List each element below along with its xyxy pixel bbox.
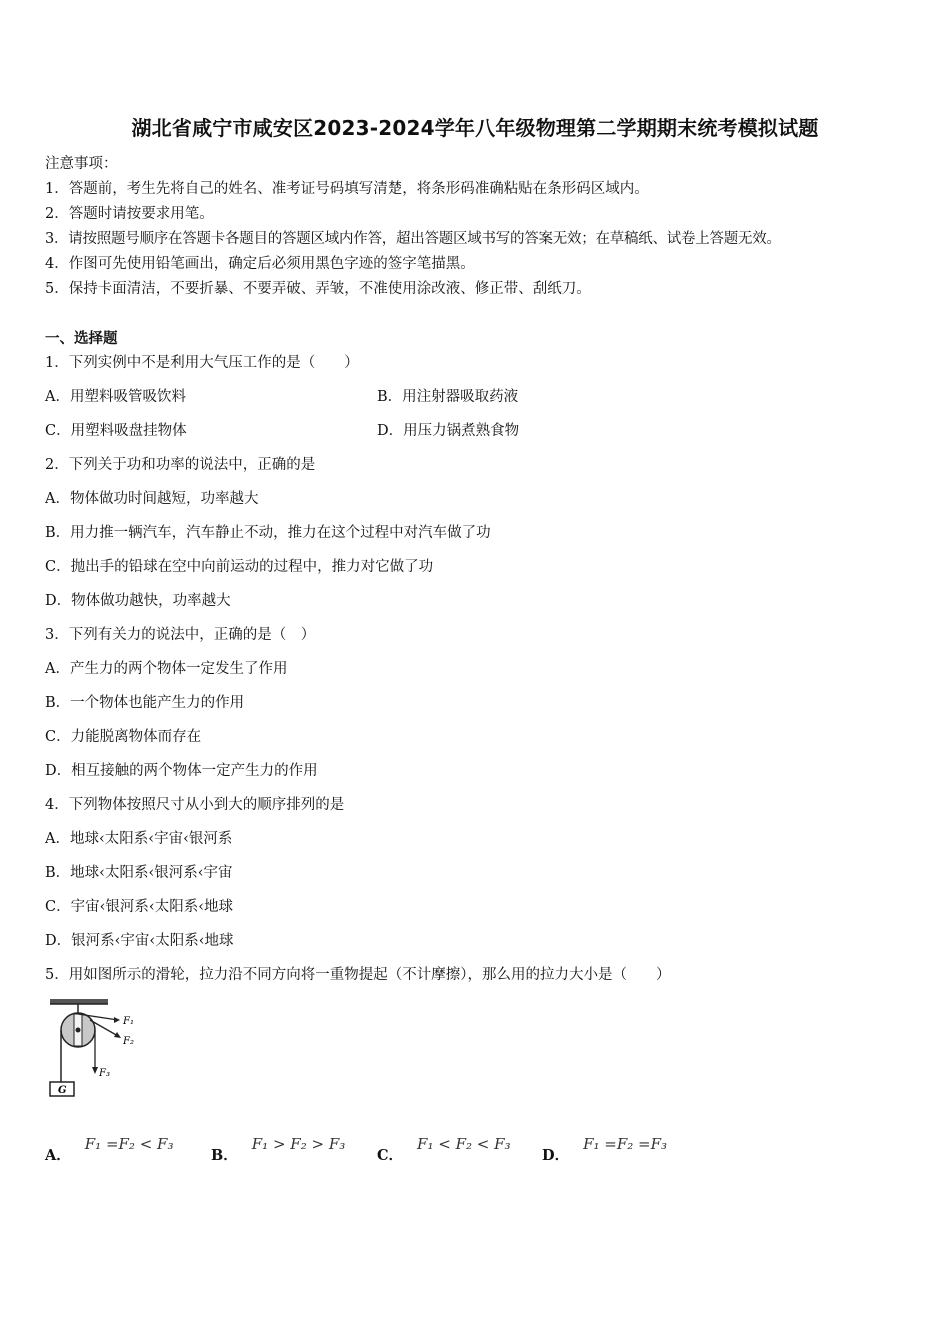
q3-option-a: A．产生力的两个物体一定发生了作用	[45, 661, 288, 677]
q5-option-b	[211, 1132, 345, 1165]
q5-option-b-expr: F₁ > F₂ > F₃	[251, 1135, 346, 1153]
question-2-stem: 2．下列关于功和功率的说法中，正确的是	[45, 457, 316, 473]
q2-option-c: C．抛出手的铅球在空中向前运动的过程中，推力对它做了功	[45, 559, 434, 575]
q5-option-a-expr: F₁ =F₂ < F₃	[84, 1135, 174, 1153]
q3-option-d: D．相互接触的两个物体一定产生力的作用	[45, 763, 318, 779]
question-4-stem: 4．下列物体按照尺寸从小到大的顺序排列的是	[45, 797, 345, 813]
page-title: 湖北省咸宁市咸安区2023-2024学年八年级物理第二学期期末统考模拟试题	[131, 116, 819, 140]
label-f3: F₃	[99, 1068, 110, 1079]
q5-option-a	[45, 1132, 173, 1165]
label-f1: F₁	[123, 1016, 134, 1027]
pulley-figure	[44, 996, 144, 1100]
q4-option-a: A．地球‹太阳系‹宇宙‹银河系	[45, 831, 233, 847]
q2-option-d: D．物体做功越快，功率越大	[45, 593, 231, 609]
q5-option-d	[542, 1132, 667, 1165]
question-3-stem: 3．下列有关力的说法中，正确的是（ ）	[45, 627, 316, 643]
notice-item: 4．作图可先使用铅笔画出，确定后必须用黑色字迹的签字笔描黑。	[45, 256, 475, 272]
q1-option-c: C．用塑料吸盘挂物体	[45, 423, 187, 439]
notice-item: 1．答题前，考生先将自己的姓名、准考证号码填写清楚，将条形码准确粘贴在条形码区域内。	[45, 181, 649, 197]
q1-option-a: A．用塑料吸管吸饮料	[45, 389, 186, 405]
q5-option-b-label: B．	[211, 1147, 238, 1164]
notice-item: 3．请按照题号顺序在答题卡各题目的答题区域内作答，超出答题区域书写的答案无效；在草稿纸、试卷上答题无效。	[45, 231, 781, 247]
q4-option-b: B．地球‹太阳系‹银河系‹宇宙	[45, 865, 233, 881]
q3-option-c: C．力能脱离物体而存在	[45, 729, 202, 745]
section-heading: 一、选择题	[45, 330, 118, 347]
q1-option-d: D．用压力锅煮熟食物	[377, 423, 520, 439]
q5-option-c-expr: F₁ < F₂ < F₃	[417, 1135, 511, 1153]
question-5-stem: 5．用如图所示的滑轮，拉力沿不同方向将一重物提起（不计摩擦），那么用的拉力大小是（ ）	[45, 967, 671, 983]
label-g: G	[58, 1085, 67, 1096]
notice-heading: 注意事项：	[45, 156, 118, 172]
q2-option-b: B．用力推一辆汽车，汽车静止不动，推力在这个过程中对汽车做了功	[45, 525, 491, 541]
q2-option-a: A．物体做功时间越短，功率越大	[45, 491, 259, 507]
q1-option-b: B．用注射器吸取药液	[377, 389, 519, 405]
label-f2: F₂	[123, 1036, 134, 1047]
q5-option-d-label: D．	[542, 1147, 570, 1164]
q5-option-a-label: A．	[45, 1147, 71, 1164]
q5-option-c	[377, 1132, 511, 1165]
notice-item: 2．答题时请按要求用笔。	[45, 206, 214, 222]
q3-option-b: B．一个物体也能产生力的作用	[45, 695, 245, 711]
q4-option-c: C．宇宙‹银河系‹太阳系‹地球	[45, 899, 233, 915]
q5-option-d-expr: F₁ =F₂ =F₃	[583, 1135, 668, 1153]
q4-option-d: D．银河系‹宇宙‹太阳系‹地球	[45, 933, 234, 949]
question-1-stem: 1．下列实例中不是利用大气压工作的是（ ）	[45, 355, 359, 371]
q5-option-c-label: C．	[377, 1147, 404, 1164]
notice-item: 5．保持卡面清洁，不要折暴、不要弄破、弄皱，不准使用涂改液、修正带、刮纸刀。	[45, 281, 591, 297]
